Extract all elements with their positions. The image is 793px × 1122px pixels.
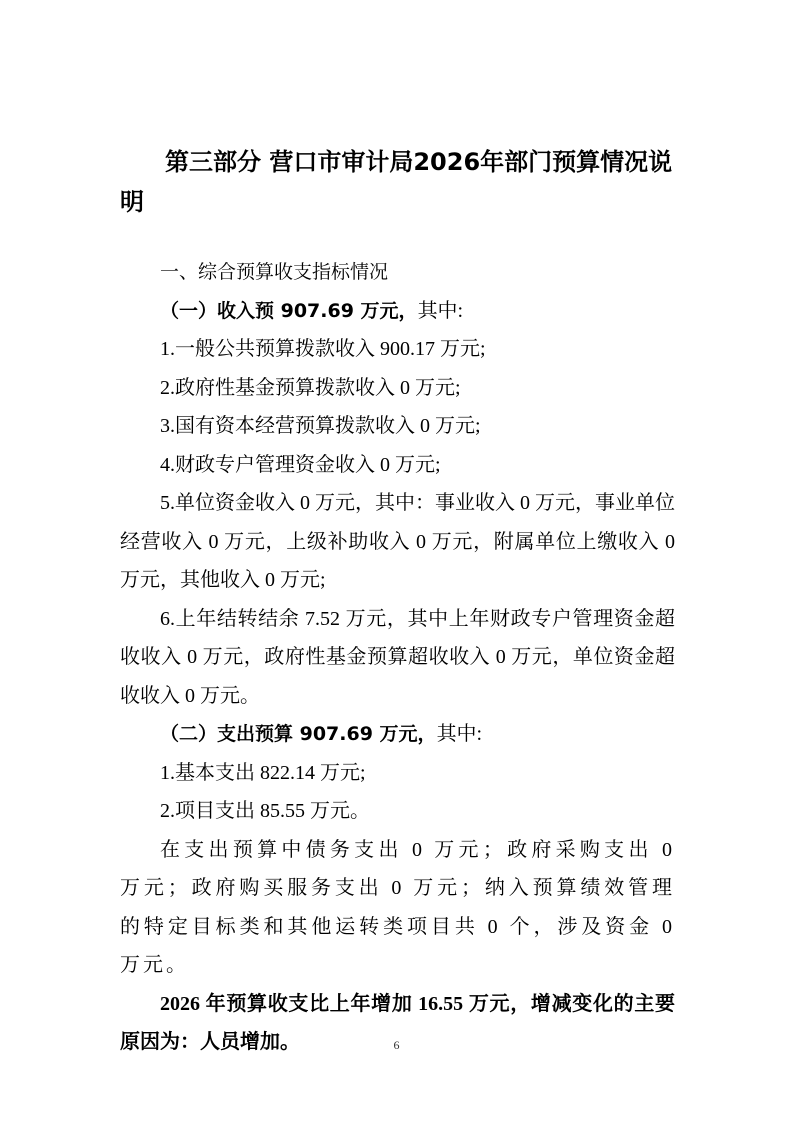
income-lead-rest: 其中:: [417, 299, 464, 322]
income-item-6: 6.上年结转结余 7.52 万元，其中上年财政专户管理资金超收收入 0 万元，政府性基金预算超收收入 0 万元，单位资金超收收入 0 万元。: [120, 607, 675, 707]
expenditure-item-1: 1.基本支出 822.14 万元;: [160, 761, 366, 784]
income-item-5: 5.单位资金收入 0 万元，其中：事业收入 0 万元，事业单位经营收入 0 万元，上级补助收入 0 万元，附属单位上缴收入 0 万元，其他收入 0 万元;: [120, 492, 675, 591]
expenditure-lead-rest: 其中:: [436, 723, 483, 745]
page-number: 6: [393, 1038, 400, 1052]
expenditure-item-2: 2.项目支出 85.55 万元。: [160, 800, 370, 822]
expenditure-lead-paragraph: [120, 715, 675, 754]
income-lead: （一）收入预 907.69 万元，: [160, 299, 418, 322]
page-title: 第三部分 营口市审计局2026年部门预算情况说明: [120, 148, 673, 216]
income-item-3: 3.国有资本经营预算拨款收入 0 万元;: [160, 415, 481, 437]
income-item-2: 2.政府性基金预算拨款收入 0 万元;: [160, 376, 461, 399]
income-item-1: 1.一般公共预算拨款收入 900.17 万元;: [160, 338, 486, 360]
summary-paragraph: 2026 年预算收支比上年增加 16.55 万元，增减变化的主要原因为：人员增加。: [120, 992, 675, 1053]
document-body: [120, 253, 675, 1062]
detail-paragraph: 在支出预算中债务支出 0 万元；政府采购支出 0 万元；政府购买服务支出 0 万元；纳入预算绩效管理的特定目标类和其他运转类项目共 0 个，涉及资金 0 万元。: [120, 838, 675, 976]
section-heading: 一、综合预算收支指标情况: [160, 261, 389, 283]
expenditure-lead: （二）支出预算 907.69 万元，: [160, 723, 437, 745]
income-item-4: 4.财政专户管理资金收入 0 万元;: [160, 453, 441, 476]
income-lead-paragraph: [120, 292, 675, 331]
